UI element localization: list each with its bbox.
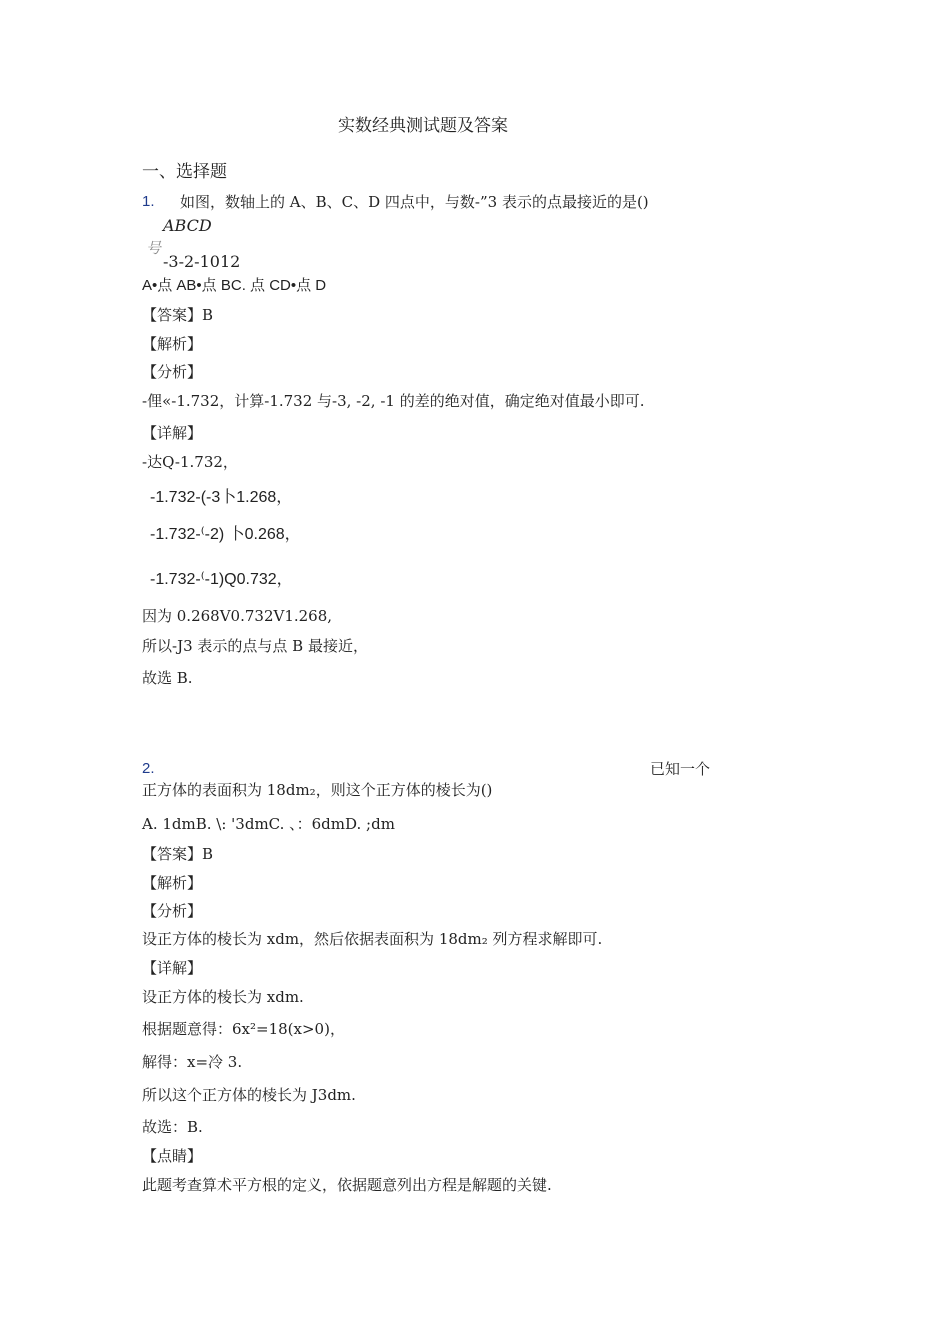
q2-fenxi-heading: 【分析】 [142,902,203,920]
q1-line-3: -1.732-⁽-2) 卜0.268， [150,526,301,543]
q1-line-6: 所以-J3 表示的点与点 B 最接近， [142,637,368,655]
q2-line-5: 故选：B. [142,1118,203,1136]
q1-line-2: -1.732-(-3卜1.268， [150,489,293,506]
q1-figure-letters: ABCD [163,216,212,235]
q1-answer: 【答案】B [142,306,214,324]
q2-options: A. 1dmB. \: '3dmC. 、：6dmD. ;dm [142,815,395,833]
q2-line-2: 根据题意得：6x²=18(x>0)， [142,1020,345,1038]
q1-figure-ticks: -3-2-1012 [163,252,241,271]
q1-line-5: 因为 0.268V0.732V1.268, [142,607,333,625]
q1-jiexi-heading: 【解析】 [142,335,203,353]
page-title: 实数经典测试题及答案 [338,116,508,136]
q1-fenxi-text: -俚«-1.732，计算-1.732 与-3, -2, -1 的差的绝对值，确定绝对值最小即可. [142,392,645,410]
q1-options: A•点 AB•点 BC. 点 CD•点 D [142,277,327,294]
q2-line-3: 解得：x=冷 3. [142,1053,243,1071]
q2-dianjing-heading: 【点睛】 [142,1147,203,1165]
q2-dianjing-text: 此题考查算术平方根的定义，依据题意列出方程是解题的关键. [142,1176,552,1194]
q1-stem: 如图，数轴上的 A、B、C、D 四点中，与数-”3 表示的点最接近的是() [180,193,649,211]
q1-line-4: -1.732-⁽-1)Q0.732， [150,571,293,588]
q2-line-4: 所以这个正方体的棱长为 J3dm. [142,1086,356,1104]
q2-answer: 【答案】B [142,845,214,863]
q2-line-1: 设正方体的棱长为 xdm. [142,988,304,1006]
q1-line-1: -达Q-1.732， [142,453,238,471]
q2-number: 2. [142,760,155,777]
q2-jiexi-heading: 【解析】 [142,874,203,892]
q1-line-7: 故选 B. [142,669,193,687]
q2-stem: 正方体的表面积为 18dm₂，则这个正方体的棱长为() [142,781,493,799]
q1-number: 1. [142,193,155,210]
q2-fenxi-text: 设正方体的棱长为 xdm，然后依据表面积为 18dm₂ 列方程求解即可. [142,930,603,948]
q1-xiangjie-heading: 【详解】 [142,424,203,442]
q1-figure-glyph: 号 [146,239,162,257]
q2-xiangjie-heading: 【详解】 [142,959,203,977]
q1-fenxi-heading: 【分析】 [142,363,203,381]
q2-stem-right: 已知一个 [650,760,711,778]
section-heading: 一、选择题 [142,162,227,182]
